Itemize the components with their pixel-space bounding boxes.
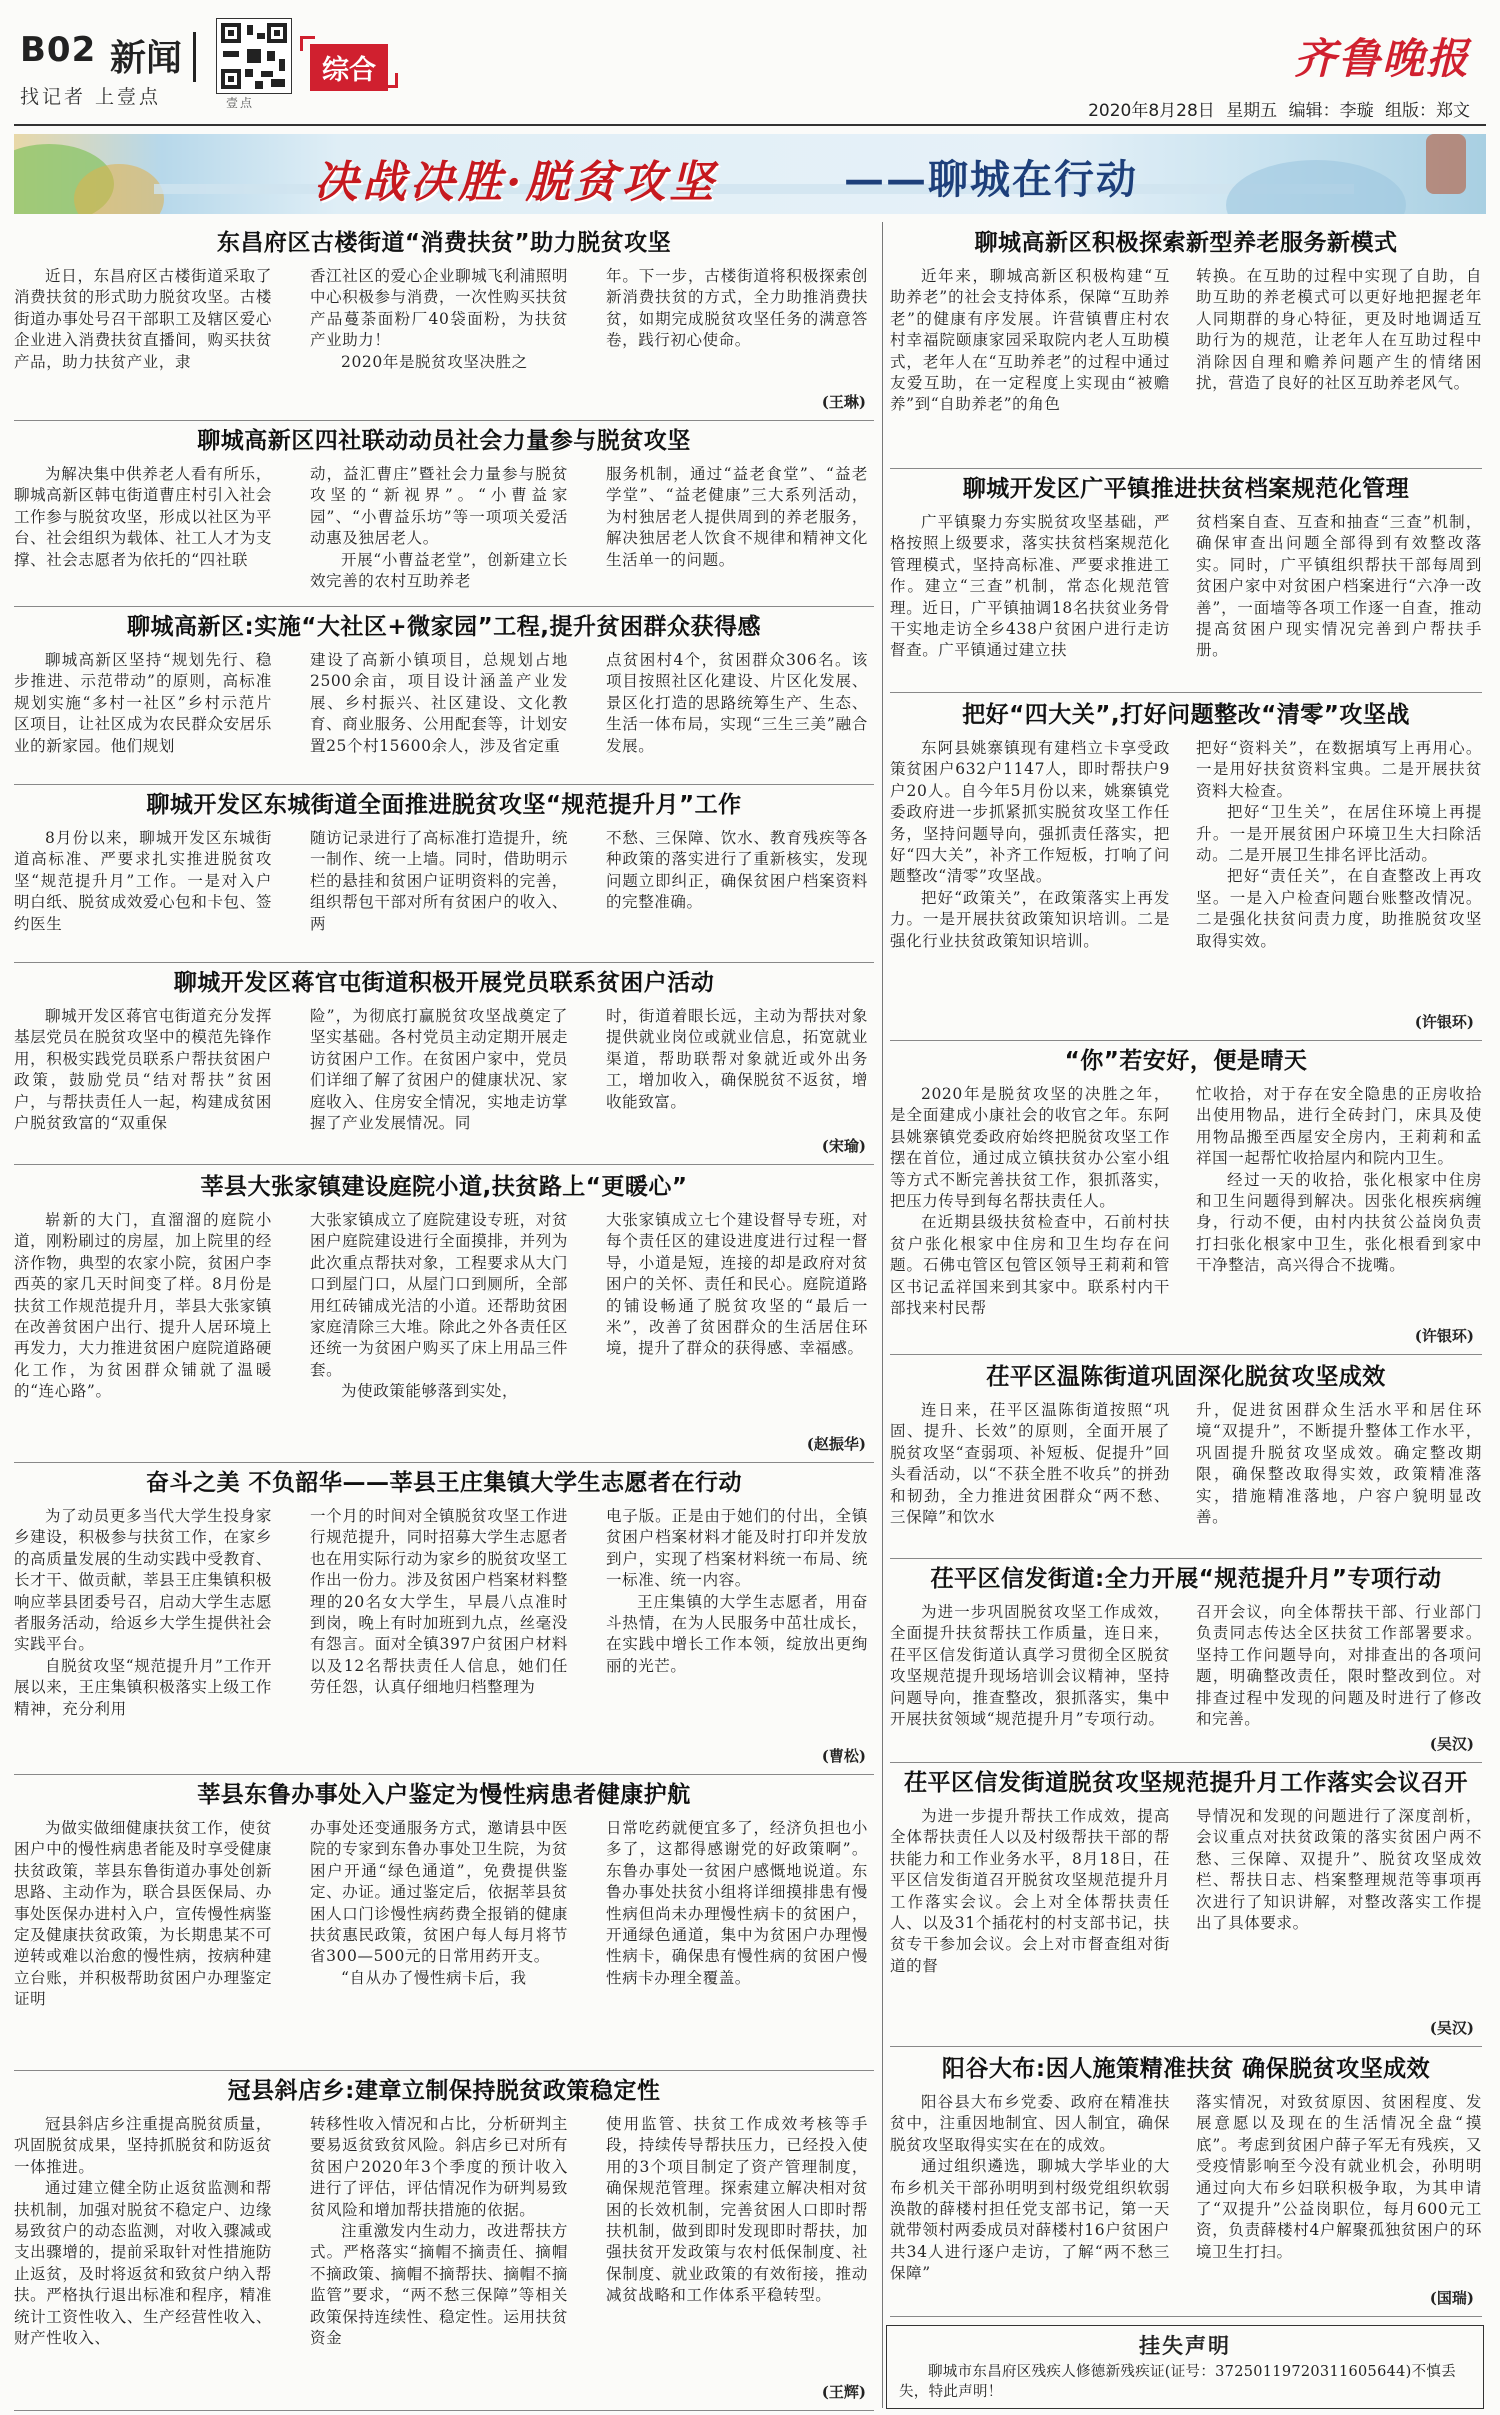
article-headline[interactable]: 冠县斜店乡:建章立制保持脱贫政策稳定性 xyxy=(227,2078,661,2104)
article-separator xyxy=(14,606,874,607)
article-byline: (许银环) xyxy=(1411,1325,1474,1346)
article-column xyxy=(310,1818,568,2060)
article xyxy=(890,1562,1482,1760)
article-column xyxy=(606,2114,868,2400)
banner-title: 决战决胜·脱贫攻坚 xyxy=(314,157,718,208)
article-separator xyxy=(890,1354,1482,1355)
category-tag: 综合 xyxy=(310,44,388,91)
article-paragraph: 大张家镇成立了庭院建设专班，对贫困户庭院建设进行全面摸排，并列为此次重点帮扶对象，工程要求从大门口到屋门口，从屋门口到厕所，全部用红砖铺成光洁的小道。还帮助贫困家庭清除三大堆。除此之外各责任区还统一为贫困户购买了床上用品三件套。 xyxy=(310,1211,568,1379)
article-column xyxy=(606,1818,868,2060)
article-headline[interactable]: 聊城开发区蒋官屯街道积极开展党员联系贫困户活动 xyxy=(173,970,715,996)
article xyxy=(890,698,1482,1038)
article-column xyxy=(310,828,568,952)
article-column xyxy=(310,266,568,410)
article-paragraph: 险”，为彻底打赢脱贫攻坚战奠定了坚实基础。各村党员主动定期开展走访贫困户工作。在贫困户家中，党员们详细了解了贫困户的健康状况、家庭收入、住房安全情况，实地走访掌握了产业发展情况。同 xyxy=(310,1007,568,1133)
article xyxy=(14,966,874,1162)
article-headline[interactable]: 茌平区信发街道:全力开展“规范提升月”专项行动 xyxy=(930,1566,1442,1592)
lost-notice xyxy=(886,2325,1484,2409)
article xyxy=(14,1170,874,1460)
article-separator xyxy=(890,1558,1482,1559)
article-column xyxy=(1196,738,1482,1030)
article-paragraph: 为了动员更多当代大学生投身家乡建设，积极参与扶贫工作，在家乡的高质量发展的生动实践中受教育、长才干、做贡献，莘县王庄集镇积极响应莘县团委号召，启动大学生志愿者服务活动，给返乡大学生提供社会实践平台。 xyxy=(14,1507,272,1654)
article-paragraph: 崭新的大门，直溜溜的庭院小道，刚粉刷过的房屋，加上院里的经济作物，典型的农家小院，贫困户李西英的家几天时间变了样。8月份是扶贫工作规范提升月，莘县大张家镇在改善贫困户出行、提升人居环境上再发力，大力推进贫困户庭院道路硬化工作，为贫困群众铺就了温暖的“连心路”。 xyxy=(14,1211,272,1401)
article-column xyxy=(606,1210,868,1452)
article-separator xyxy=(14,1462,874,1463)
article-column xyxy=(310,650,568,774)
article-separator xyxy=(14,1774,874,1775)
article-byline: (宋瑜) xyxy=(818,1135,866,1156)
article-separator xyxy=(890,468,1482,469)
article-paragraph: 时，街道着眼长远，主动为帮扶对象提供就业岗位或就业信息，拓宽就业渠道，帮助联帮对象就近或外出务工，增加收入，确保脱贫不返贫，增收能致富。 xyxy=(606,1007,868,1111)
article-paragraph: 把好“责任关”，在自查整改上再攻坚。一是入户检查问题台账整改情况。二是强化扶贫问责力度，助推脱贫攻坚取得实效。 xyxy=(1196,867,1482,950)
article-paragraph: 连日来，茌平区温陈街道按照“巩固、提升、长效”的原则，全面开展了脱贫攻坚“查弱项、补短板、促提升”回头看活动，以“不获全胜不收兵”的拼劲和韧劲，全力推进贫困群众“两不愁、三保障”和饮水 xyxy=(890,1401,1170,1527)
article-separator xyxy=(890,1762,1482,1763)
notice-text: 聊城市东昌府区残疾人修德新残疾证(证号：37250119720311605644)不慎丢失，特此声明！ xyxy=(899,2364,1457,2400)
slogan: 找记者 上壹点 xyxy=(20,86,162,108)
article-paragraph: 召开会议，向全体帮扶干部、行业部门负责同志传达全区扶贫工作部署要求。坚持工作问题导向，对排查出的各项问题，明确整改责任，限时整改到位。对排查过程中发现的问题及时进行了修改和完善。 xyxy=(1196,1603,1482,1729)
article xyxy=(890,1044,1482,1352)
article-column xyxy=(1196,266,1482,458)
article-paragraph: “自从办了慢性病卡后，我 xyxy=(341,1968,527,1987)
article-paragraph: 服务机制，通过“益老食堂”、“益老学堂”、“益老健康”三大系列活动，为村独居老人提供周到的养老服务，解决独居老人饮食不规律和精神文化生活单一的问题。 xyxy=(606,465,868,569)
article-paragraph: 使用监管、扶贫工作成效考核等手段，持续传导帮扶压力，已经投入使用的3个项目制定了资产管理制度，确保规范管理。探索建立解决相对贫困的长效机制，完善贫困人口即时帮扶机制，做到即时发现即时帮扶，加强扶贫开发政策与农村低保制度、社保制度、就业政策的有效衔接，推动减贫战略和工作体系平稳转型。 xyxy=(606,2115,868,2305)
article-separator xyxy=(14,2070,874,2071)
article-column xyxy=(890,2092,1170,2306)
article-paragraph: 转换。在互助的过程中实现了自助，自助互助的养老模式可以更好地把握老年人同期群的身心特征，更及时地调适互助行为的规范，让老年人在互助过程中消除因自理和赡养问题产生的情绪困扰，营造了良好的社区互助养老风气。 xyxy=(1196,267,1482,393)
article-byline: (国瑞) xyxy=(1426,2287,1474,2308)
article-column xyxy=(606,828,868,952)
article-column xyxy=(1196,2092,1482,2306)
article-column xyxy=(14,828,272,952)
article-paragraph: 导情况和发现的问题进行了深度剖析，会议重点对扶贫政策的落实贫困户两不愁、三保障、双提升”、脱贫攻坚成效栏、帮扶日志、档案整理规范等事项再次进行了知识讲解，对整改落实工作提出了具体要求。 xyxy=(1196,1807,1482,1933)
article xyxy=(14,788,874,960)
article-column xyxy=(310,1506,568,1764)
article-separator xyxy=(14,1164,874,1165)
article-paragraph: 落实情况，对致贫原因、贫困程度、发展意愿以及现在的生活情况全盘“摸底”。考虑到贫困户薛子军无有残疾，又受疫情影响至今没有就业机会，孙明明通过向大布乡妇联积极争取，为其申请了“双提升”公益岗职位，每月600元工资，负责薛楼村4户解聚孤独贫困户的环境卫生打扫。 xyxy=(1196,2093,1482,2261)
article-column xyxy=(310,1006,568,1154)
article-paragraph: 在近期县级扶贫检查中，石前村扶贫户张化根家中住房和卫生均存在问题。石佛屯管区包管区领导王莉莉和管区书记孟祥国来到其家中。联系村内干部找来村民帮 xyxy=(890,1213,1170,1318)
article-byline: (王辉) xyxy=(818,2381,866,2402)
article-column xyxy=(606,266,868,410)
article-paragraph: 开展“小曹益老堂”，创新建立长效完善的农村互助养老 xyxy=(310,550,568,591)
designer-credit: 组版：郑文 xyxy=(1385,101,1470,121)
article-headline[interactable]: 茌平区温陈街道巩固深化脱贫攻坚成效 xyxy=(986,1364,1386,1390)
article-paragraph: 近年来，聊城高新区积极构建“互助养老”的社会支持体系，保障“互助养老”的健康有序发展。许营镇曹庄村农村幸福院颐康家园采取院内老人互助模式，老年人在“互助养老”的过程中通过友爱互助，在一定程度上实现由“被赡养”到“自助养老”的角色 xyxy=(890,267,1170,414)
article-paragraph: 8月份以来，聊城开发区东城街道高标准、严要求扎实推进脱贫攻坚“规范提升月”工作。一是对入户明白纸、脱贫成效爱心包和卡包、签约医生 xyxy=(14,829,272,933)
article-column xyxy=(14,1006,272,1154)
article-paragraph: 动，益汇曹庄”暨社会力量参与脱贫攻坚的“新视界”。“小曹益家园”、“小曹益乐坊”等一项项关爱活动惠及独居老人。 xyxy=(310,465,568,548)
article-column xyxy=(14,1818,272,2060)
banner-subtitle: ——聊城在行动 xyxy=(844,156,1138,203)
article-paragraph: 东阿县姚寨镇现有建档立卡享受政策贫困户632户1147人，即时帮扶户9户20人。自今年5月份以来，姚寨镇党委政府进一步抓紧抓实脱贫攻坚工作任务，坚持问题导向，强抓责任落实，把好“四大关”，补齐工作短板，打响了问题整改“清零”攻坚战。 xyxy=(890,739,1170,886)
article-column xyxy=(606,464,868,596)
article-headline[interactable]: 茌平区信发街道脱贫攻坚规范提升月工作落实会议召开 xyxy=(904,1770,1468,1796)
article-paragraph: 通过建立健全防止返贫监测和帮扶机制，加强对脱贫不稳定户、边缘易致贫户的动态监测，对收入骤减或支出骤增的，提前采取针对性措施防止返贫，及时将返贫和致贫户纳入帮扶。严格执行退出标准和程序，精准统计工资性收入、生产经营性收入、财产性收入、 xyxy=(14,2179,272,2348)
editor-credit: 编辑：李璇 xyxy=(1288,101,1374,121)
issue-weekday: 星期五 xyxy=(1226,101,1278,121)
article-paragraph: 为使政策能够落到实处， xyxy=(341,1382,519,1401)
article-headline[interactable]: 奋斗之美 不负韶华——莘县王庄集镇大学生志愿者在行动 xyxy=(145,1470,742,1496)
qr-caption: 壹点 xyxy=(226,96,255,110)
article xyxy=(890,226,1482,466)
article-column xyxy=(890,266,1170,458)
article-headline[interactable]: 聊城高新区积极探索新型养老服务新模式 xyxy=(974,230,1398,256)
article-headline[interactable]: 聊城开发区广平镇推进扶贫档案规范化管理 xyxy=(962,476,1410,502)
article-paragraph: 香江社区的爱心企业聊城飞利浦照明中心积极参与消费，一次性购买扶贫产品蔓荼面粉厂40袋面粉，为扶贫产业助力！ xyxy=(310,267,568,350)
article-byline: (赵振华) xyxy=(803,1433,866,1454)
article-headline[interactable]: 聊城高新区四社联动动员社会力量参与脱贫攻坚 xyxy=(197,428,691,454)
article-paragraph: 为进一步提升帮扶工作成效，提高全体帮扶责任人以及村级帮扶干部的帮扶能力和工作业务水平，8月18日，茌平区信发街道召开脱贫攻坚规范提升月工作落实会议。会上对全体帮扶责任人、以及31个插花村的村支部书记，扶贫专干参加会议。会上对市督查组对街道的督 xyxy=(890,1807,1170,1975)
article-headline[interactable]: 莘县东鲁办事处入户鉴定为慢性病患者健康护航 xyxy=(197,1782,691,1808)
notice-title: 挂失声明 xyxy=(1139,2334,1231,2358)
newspaper-logo: 齐鲁晚报 xyxy=(1293,34,1470,83)
masthead-divider xyxy=(193,32,196,82)
article-headline[interactable]: 聊城高新区:实施“大社区+微家园”工程,提升贫困群众获得感 xyxy=(127,614,761,640)
issue-date: 2020年8月28日 xyxy=(1088,101,1215,121)
article-paragraph: 冠县斜店乡注重提高脱贫质量，巩固脱贫成果，坚持抓脱贫和防返贫一体推进。 xyxy=(14,2115,272,2176)
section-name: 新闻 xyxy=(110,37,183,79)
article-paragraph: 电子版。正是由于她们的付出，全镇贫困户档案材料才能及时打印并发放到户，实现了档案材料统一布局、统一标准、统一内容。 xyxy=(606,1507,868,1590)
article-byline: (曹松) xyxy=(818,1745,866,1766)
article-byline: (王琳) xyxy=(818,391,866,412)
page-number: B02 xyxy=(20,30,97,70)
article-column xyxy=(606,1006,868,1154)
article-separator xyxy=(890,2316,1482,2317)
article-column xyxy=(14,2114,272,2400)
article-paragraph: 点贫困村4个，贫困群众306名。该项目按照社区化建设、片区化发展、景区化打造的思路统筹生产、生态、生活一体布局，实现“三生三美”融合发展。 xyxy=(606,651,868,755)
article-paragraph: 大张家镇成立七个建设督导专班，对每个责任区的建设进度进行过程一督导，小道是短，连接的却是政府对贫困户的关怀、责任和民心。庭院道路的铺设畅通了脱贫攻坚的“最后一米”，改善了贫困群众的生活居住环境，提升了群众的获得感、幸福感。 xyxy=(606,1211,868,1358)
article-separator xyxy=(14,420,874,421)
article-byline: (许银环) xyxy=(1411,1011,1474,1032)
article-column xyxy=(14,1506,272,1764)
article-column xyxy=(1196,1602,1482,1752)
article-paragraph: 自脱贫攻坚“规范提升月”工作开展以来，王庄集镇积极落实上级工作精神，充分利用 xyxy=(14,1656,272,1718)
article-paragraph: 建设了高新小镇项目，总规划占地2500余亩，项目设计涵盖产业发展、乡村振兴、社区建设、文化教育、商业服务、公用配套等，计划安置25个村15600余人，涉及省定重 xyxy=(310,651,568,755)
article-separator xyxy=(890,2046,1482,2047)
article-column xyxy=(890,738,1170,1030)
article xyxy=(14,1778,874,2068)
article-column xyxy=(890,1400,1170,1548)
article-paragraph: 王庄集镇的大学生志愿者，用奋斗热情，在为人民服务中茁壮成长，在实践中增长工作本领，绽放出更绚丽的光芒。 xyxy=(606,1592,868,1675)
article xyxy=(14,424,874,604)
article-headline[interactable]: 把好“四大关”,打好问题整改“清零”攻坚战 xyxy=(962,702,1410,728)
article-column xyxy=(890,1806,1170,2036)
masthead xyxy=(0,0,1500,120)
article-paragraph: 聊城开发区蒋官屯街道充分发挥基层党员在脱贫攻坚中的模范先锋作用，积极实践党员联系户帮扶贫困户政策，鼓励党员“结对帮扶”贫困户，与帮扶责任人一起，构建成贫困户脱贫致富的“双重保 xyxy=(14,1007,272,1133)
article-paragraph: 随访记录进行了高标准打造提升，统一制作、统一上墙。同时，借助明示栏的悬挂和贫困户证明资料的完善，组织帮包干部对所有贫困户的收入、两 xyxy=(310,829,568,933)
article-paragraph: 忙收拾，对于存在安全隐患的正房收拾出使用物品，进行全砖封门，床具及使用物品搬至西屋安全房内，王莉莉和孟祥国一起帮忙收拾屋内和院内卫生。 xyxy=(1196,1085,1482,1168)
article-paragraph: 注重激发内生动力，改进帮扶方式。严格落实“摘帽不摘责任、摘帽不摘政策、摘帽不摘帮扶、摘帽不摘监管”要求，“两不愁三保障”等相关政策保持连续性、稳定性。运用扶贫资金 xyxy=(310,2222,568,2348)
article-headline[interactable]: 阳谷大布:因人施策精准扶贫 确保脱贫攻坚成效 xyxy=(941,2056,1431,2082)
article-column xyxy=(310,1210,568,1452)
article-paragraph: 不愁、三保障、饮水、教育残疾等各种政策的落实进行了重新核实，发现问题立即纠正，确保贫困户档案资料的完整准确。 xyxy=(606,829,868,912)
article-column xyxy=(310,464,568,596)
article xyxy=(14,2074,874,2408)
article-paragraph: 年。下一步，古楼街道将积极探索创新消费扶贫的方式，全力助推消费扶贫，如期完成脱贫攻坚任务的满意答卷，践行初心使命。 xyxy=(606,267,868,350)
article-headline[interactable]: 莘县大张家镇建设庭院小道,扶贫路上“更暖心” xyxy=(200,1174,688,1200)
article-separator xyxy=(14,784,874,785)
page-column-divider xyxy=(882,222,883,2408)
article-separator xyxy=(14,962,874,963)
article-column xyxy=(310,2114,568,2400)
masthead-rule xyxy=(14,124,1486,126)
article-paragraph: 近日，东昌府区古楼街道采取了消费扶贫的形式助力脱贫攻坚。古楼街道办事处号召干部职工及辖区爱心企业进入消费扶贫直播间，购买扶贫产品，助力扶贫产业，隶 xyxy=(14,267,272,371)
article xyxy=(890,1766,1482,2044)
article-column xyxy=(1196,1400,1482,1548)
dateline xyxy=(1088,96,1470,121)
article-column xyxy=(606,1506,868,1764)
topic-banner xyxy=(14,134,1486,214)
category-tag-box xyxy=(300,36,398,88)
article-column xyxy=(14,464,272,596)
article-headline[interactable]: “你”若安好，便是晴天 xyxy=(1064,1048,1308,1074)
article-separator xyxy=(890,692,1482,693)
article-paragraph: 广平镇聚力夯实脱贫攻坚基础，严格按照上级要求，落实扶贫档案规范化管理模式，坚持高标准、严要求推进工作。建立“三查”机制，常态化规范管理。近日，广平镇抽调18名扶贫业务骨干实地走访全乡438户贫困户进行走访督查。广平镇通过建立扶 xyxy=(890,513,1170,660)
article-paragraph: 2020年是脱贫攻坚决胜之 xyxy=(341,352,528,371)
article-column xyxy=(890,1602,1170,1752)
article-byline: (吴汉) xyxy=(1426,2017,1474,2038)
article xyxy=(14,610,874,782)
article-column xyxy=(14,266,272,410)
article-column xyxy=(606,650,868,774)
article-column xyxy=(14,650,272,774)
article-paragraph: 一个月的时间对全镇脱贫攻坚工作进行规范提升，同时招募大学生志愿者也在用实际行动为家乡的脱贫攻坚工作出一份力。涉及贫困户档案材料整理的20名女大学生，早晨八点准时到岗，晚上有时加班到九点，丝毫没有怨言。面对全镇397户贫困户材料以及12名帮扶责任人信息，她们任劳任怨，认真仔细地归档整理为 xyxy=(310,1507,568,1697)
article-paragraph: 阳谷县大布乡党委、政府在精准扶贫中，注重因地制宜、因人制宜，确保脱贫攻坚取得实实在在的成效。 xyxy=(890,2093,1170,2154)
article-column xyxy=(890,512,1170,682)
article-paragraph: 聊城高新区坚持“规划先行、稳步推进、示范带动”的原则，高标准规划实施“多村一社区”乡村示范片区项目，让社区成为农民群众安居乐业的新家园。他们规划 xyxy=(14,651,272,755)
article-paragraph: 为解决集中供养老人看有所乐，聊城高新区韩屯街道曹庄村引入社会工作参与脱贫攻坚，形成以社区为平台、社会组织为载体、社工人才为支撑、社会志愿者为依托的“四社联 xyxy=(14,465,272,569)
article-paragraph: 办事处还变通服务方式，邀请县中医院的专家到东鲁办事处卫生院，为贫困户开通“绿色通道”，免费提供鉴定、办证。通过鉴定后，依据莘县贫困人口门诊慢性病药费全报销的健康扶贫惠民政策，贫困户每人每月将节省300—500元的日常用药开支。 xyxy=(310,1819,568,1966)
article-paragraph: 通过组织遴选，聊城大学毕业的大布乡机关干部孙明明到村级党组织软弱涣散的薛楼村担任党支部书记，第一天就带领村两委成员对薛楼村16户贫困户共34人进行逐户走访，了解“两不愁三保障” xyxy=(890,2157,1170,2283)
article-paragraph: 2020年是脱贫攻坚的决胜之年，是全面建成小康社会的收官之年。东阿县姚寨镇党委政府始终把脱贫攻坚工作摆在首位，通过成立镇扶贫办公室小组等方式不断完善扶贫工作，狠抓落实，把压力传导到每名帮扶责任人。 xyxy=(890,1085,1170,1211)
article-separator xyxy=(890,1040,1482,1041)
article-separator xyxy=(14,2410,874,2411)
article-paragraph: 把好“卫生关”，在居住环境上再提升。一是开展贫困户环境卫生大扫除活动。二是开展卫生排名评比活动。 xyxy=(1196,803,1482,865)
article-column xyxy=(1196,1084,1482,1344)
article-paragraph: 为进一步巩固脱贫攻坚工作成效，全面提升扶贫帮扶工作质量，连日来，茌平区信发街道认真学习贯彻全区脱贫攻坚规范提升现场培训会议精神，坚持问题导向，推查整改，狠抓落实，集中开展扶贫领域“规范提升月”专项行动。 xyxy=(890,1603,1170,1729)
article xyxy=(890,1360,1482,1556)
article-paragraph: 贫档案自查、互查和抽查“三查”机制，确保审查出问题全部得到有效整改落实。同时，广平镇组织帮扶干部每周到贫困户家中对贫困户档案进行“六净一改善”，一面墙等各项工作逐一自查，推动提高贫困户现实情况完善到户帮扶手册。 xyxy=(1196,513,1482,660)
article-byline: (吴汉) xyxy=(1426,1733,1474,1754)
article-paragraph: 日常吃药就便宜多了，经济负担也小多了，这都得感谢党的好政策啊”。东鲁办事处一贫困户感慨地说道。东鲁办事处扶贫小组将详细摸排患有慢性病但尚未办理慢性病卡的贫困户，开通绿色通道，集中为贫困户办理慢性病卡，确保患有慢性病的贫困户慢性病卡办理全覆盖。 xyxy=(606,1819,868,1987)
article-paragraph: 把好“资料关”，在数据填写上再用心。一是用好扶贫资料宝典。二是开展扶贫资料大检查。 xyxy=(1196,739,1482,800)
article-headline[interactable]: 聊城开发区东城街道全面推进脱贫攻坚“规范提升月”工作 xyxy=(146,792,742,818)
article-column xyxy=(1196,1806,1482,2036)
article-column xyxy=(890,1084,1170,1344)
article xyxy=(14,1466,874,1772)
article-paragraph: 为做实做细健康扶贫工作，使贫困户中的慢性病患者能及时享受健康扶贫政策，莘县东鲁街道办事处创新思路、主动作为，联合县医保局、办事处医保办进村入户，宣传慢性病鉴定及健康扶贫政策，为长期患某不可逆转或难以治愈的慢性病，按病种建立台账，并积极帮助贫困户办理鉴定证明 xyxy=(14,1819,272,2009)
article-column xyxy=(1196,512,1482,682)
article xyxy=(890,2052,1482,2314)
article-paragraph: 经过一天的收拾，张化根家中住房和卫生问题得到解决。因张化根疾病缠身，行动不便，由村内扶贫公益岗负责打扫张化根家中卫生，张化根看到家中干净整洁，高兴得合不拢嘴。 xyxy=(1196,1170,1482,1275)
article-paragraph: 把好“政策关”，在政策落实上再发力。一是开展扶贫政策知识培训。二是强化行业扶贫政策知识培训。 xyxy=(890,888,1170,950)
article xyxy=(14,226,874,418)
article-paragraph: 转移性收入情况和占比，分析研判主要易返贫致贫风险。斜店乡已对所有贫困户2020年3个季度的预计收入进行了评估，评估情况作为研判易致贫风险和增加帮扶措施的依据。 xyxy=(310,2115,568,2219)
article-column xyxy=(14,1210,272,1452)
article xyxy=(890,472,1482,690)
article-paragraph: 升，促进贫困群众生活水平和居住环境“双提升”，不断提升整体工作水平，巩固提升脱贫攻坚成效。确定整改期限，确保整改取得实效，政策精准落实，措施精准落地，户容户貌明显改善。 xyxy=(1196,1401,1482,1527)
article-headline[interactable]: 东昌府区古楼街道“消费扶贫”助力脱贫攻坚 xyxy=(216,230,672,256)
qr-code[interactable] xyxy=(216,18,292,94)
